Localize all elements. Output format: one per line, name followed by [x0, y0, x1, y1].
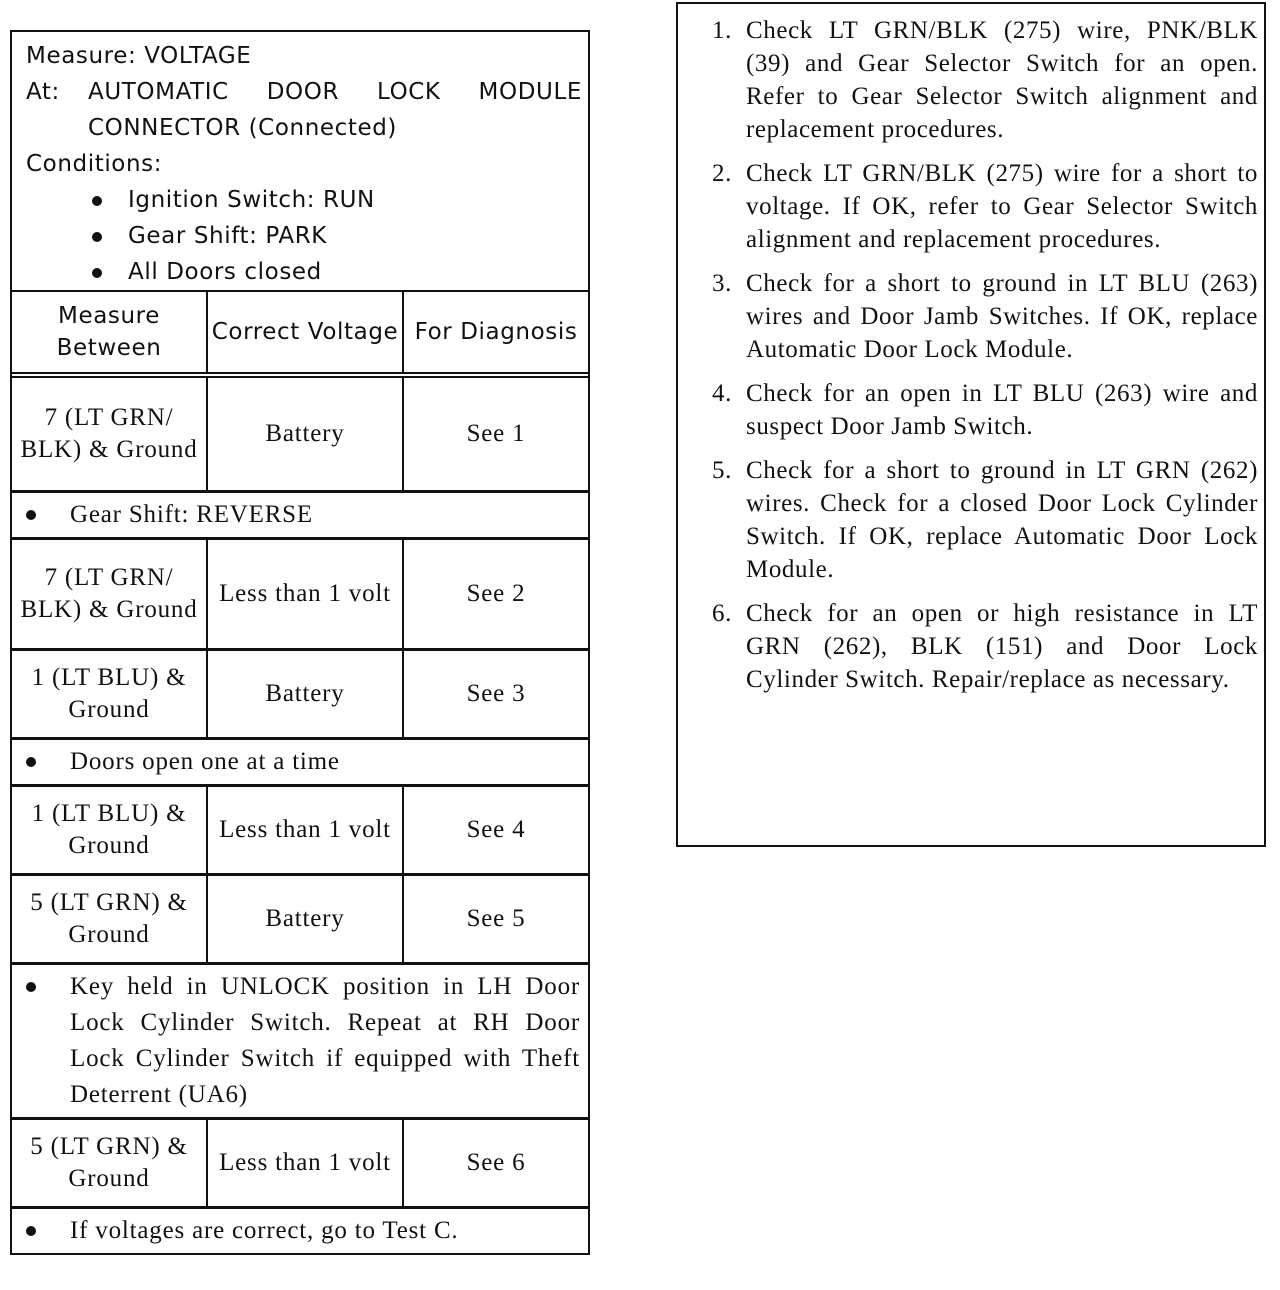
diagnosis-notes-list — [678, 14, 1258, 696]
condition-note: If voltages are correct, go to Test C. — [12, 1209, 588, 1253]
note-number: 3. — [712, 270, 732, 297]
note-number: 1. — [712, 17, 732, 44]
note-number: 4. — [712, 380, 732, 407]
conditions-list — [26, 182, 582, 290]
note-text: Check LT GRN/BLK (275) wire, PNK/BLK (39) and Gear Selector Switch for an open. Refer to Gear Selector Switch alignment and replacement procedures. — [746, 17, 1258, 143]
condition-note: Doors open one at a time — [12, 740, 588, 787]
condition-item: Gear Shift: PARK — [86, 218, 582, 254]
col-measure-between: Measure Between — [12, 292, 208, 372]
voltage-cell: Less than 1 volt — [208, 1120, 404, 1206]
voltage-cell: Battery — [208, 378, 404, 490]
diagnosis-cell: See 3 — [466, 680, 526, 707]
note-text: Check LT GRN/BLK (275) wire for a short to voltage. If OK, refer to Gear Selector Switch alignment and replacement procedures. — [746, 160, 1258, 253]
note-number: 6. — [712, 600, 732, 627]
voltage-test-table — [10, 30, 590, 1255]
note-text: Check for a short to ground in LT BLU (263) wires and Door Jamb Switches. If OK, replace Automatic Door Lock Module. — [746, 270, 1258, 363]
voltage-cell: Battery — [208, 651, 404, 737]
measure-cell: 7 (LT GRN/ BLK) & Ground — [12, 378, 208, 490]
note-text: Check for an open or high resistance in LT GRN (262), BLK (151) and Door Lock Cylinder Switch. Repair/replace as necessary. — [746, 600, 1258, 693]
diagnosis-note — [678, 14, 1258, 146]
table-row — [12, 378, 588, 493]
at-line — [26, 74, 582, 110]
diagnosis-cell: See 2 — [466, 580, 526, 607]
diagnosis-cell: See 4 — [466, 816, 526, 843]
diagnosis-note — [678, 454, 1258, 586]
note-number: 2. — [712, 160, 732, 187]
measure-cell: 1 (LT BLU) & Ground — [12, 787, 208, 873]
table-row — [12, 787, 588, 876]
table-row — [12, 540, 588, 651]
condition-note: Gear Shift: REVERSE — [12, 493, 588, 540]
voltage-cell: Battery — [208, 876, 404, 962]
conditions-label: Conditions: — [26, 151, 163, 177]
diagnosis-note — [678, 267, 1258, 366]
at-location: AUTOMATIC DOOR LOCK MODULE — [88, 79, 582, 105]
test-header — [12, 32, 588, 292]
diagnosis-cell: See 5 — [466, 905, 526, 932]
measure-cell: 5 (LT GRN) & Ground — [12, 1120, 208, 1206]
col-for-diagnosis: For Diagnosis — [414, 319, 578, 345]
note-text: Check for a short to ground in LT GRN (262) wires. Check for a closed Door Lock Cylinder Switch. If OK, replace Automatic Door Lock Module. — [746, 457, 1258, 583]
note-text: Check for an open in LT BLU (263) wire and suspect Door Jamb Switch. — [746, 380, 1258, 440]
col-correct-voltage: Correct Voltage — [208, 292, 404, 372]
diagnosis-note — [678, 157, 1258, 256]
diagnosis-note — [678, 597, 1258, 696]
diagnosis-cell: See 1 — [466, 420, 526, 447]
diagnosis-cell: See 6 — [466, 1149, 526, 1176]
condition-item: All Doors closed — [86, 254, 582, 290]
at-location-continued: CONNECTOR (Connected) — [88, 115, 398, 141]
diagnosis-note — [678, 377, 1258, 443]
condition-note: Key held in UNLOCK position in LH Door Lock Cylinder Switch. Repeat at RH Door Lock Cylinder Switch if equipped with Theft Deterrent (UA6) — [12, 965, 588, 1120]
condition-item: Ignition Switch: RUN — [86, 182, 582, 218]
note-number: 5. — [712, 457, 732, 484]
measure-cell: 1 (LT BLU) & Ground — [12, 651, 208, 737]
at-label: At: — [26, 79, 60, 105]
measure-cell: 5 (LT GRN) & Ground — [12, 876, 208, 962]
table-row — [12, 651, 588, 740]
measure-title: Measure: VOLTAGE — [26, 43, 252, 69]
table-row — [12, 876, 588, 965]
measure-cell: 7 (LT GRN/ BLK) & Ground — [12, 540, 208, 648]
table-row — [12, 1120, 588, 1209]
column-headers — [12, 292, 588, 378]
voltage-cell: Less than 1 volt — [208, 540, 404, 648]
voltage-cell: Less than 1 volt — [208, 787, 404, 873]
diagnosis-notes-panel — [676, 2, 1266, 847]
